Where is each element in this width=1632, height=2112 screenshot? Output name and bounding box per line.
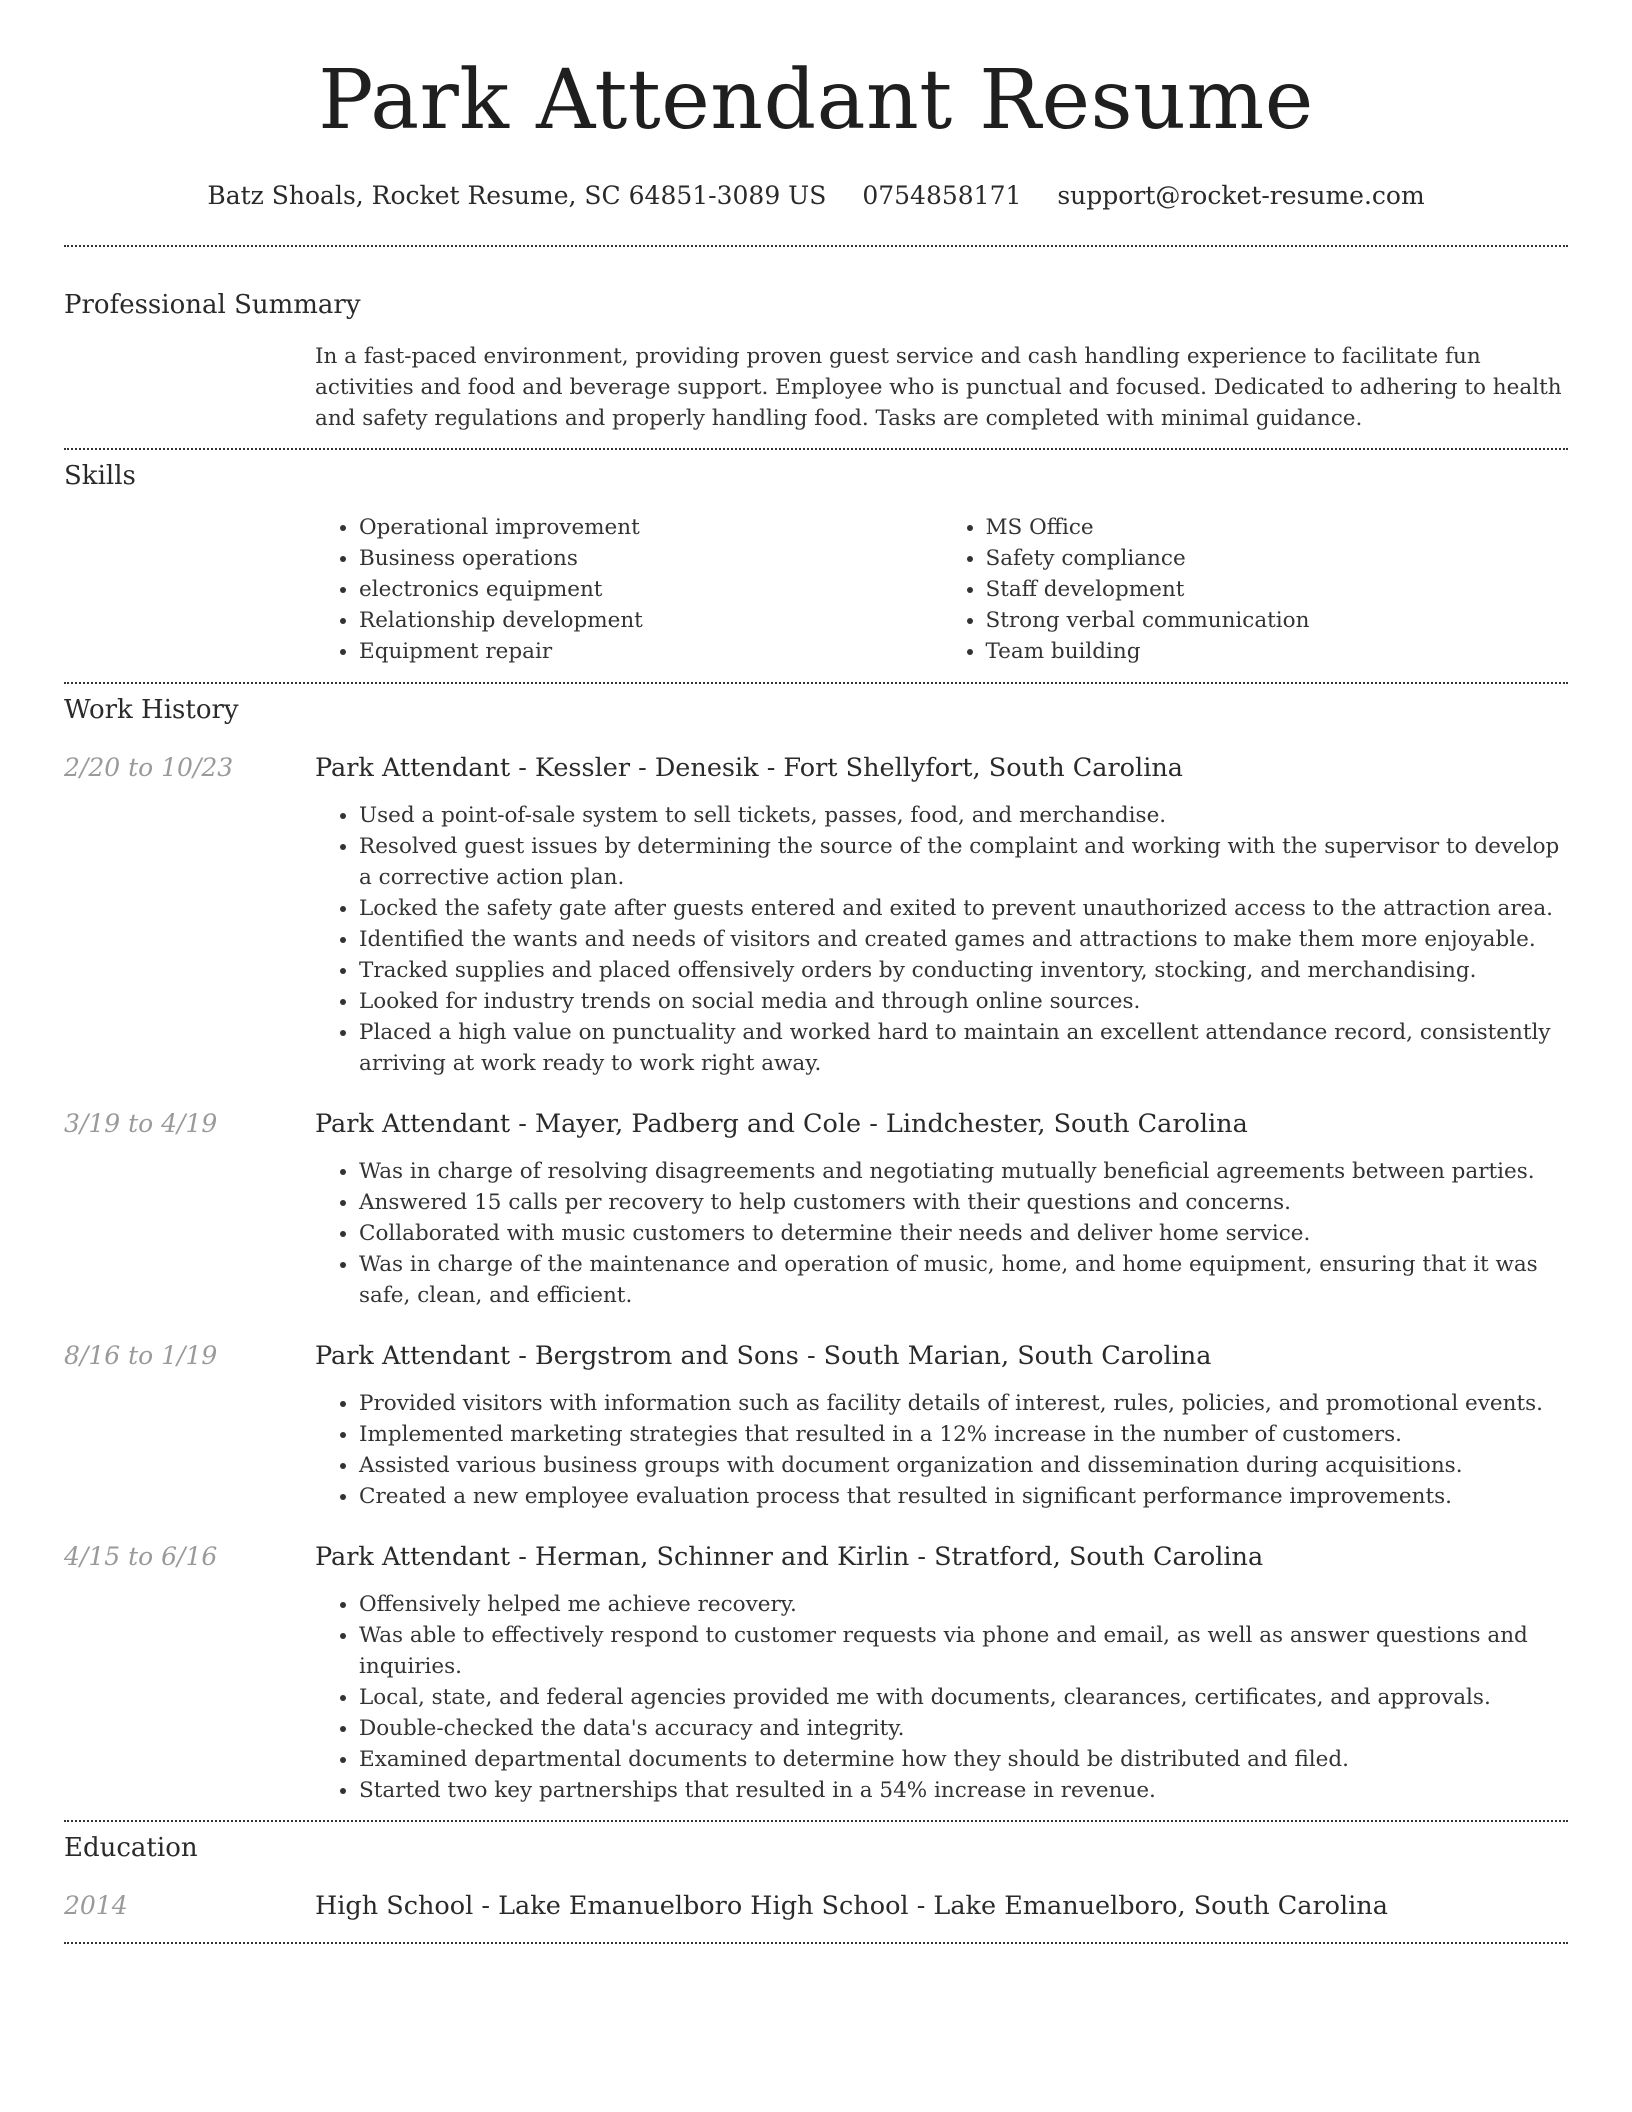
divider [64,1820,1568,1822]
job-bullets [315,1156,1568,1311]
list-item: • Provided visitors with information such as facility details of interest, rules, policies, and promotional events. [359,1388,1568,1419]
list-item: • electronics equipment [359,574,942,605]
list-item: • Started two key partnerships that resulted in a 54% increase in revenue. [359,1775,1568,1806]
contact-email[interactable]: support@rocket-resume.com [1057,181,1425,210]
job-dates: 3/19 to 4/19 [64,1109,218,1138]
education-year: 2014 [64,1891,128,1920]
job-details [315,1340,1568,1512]
job-dates: 2/20 to 10/23 [64,753,234,782]
list-item: • MS Office [986,512,1569,543]
job-details [315,1541,1568,1806]
divider [64,245,1568,247]
list-item: • Offensively helped me achieve recovery. [359,1589,1568,1620]
job-title: Park Attendant - Herman, Schinner and Kirlin - Stratford, South Carolina [315,1542,1264,1572]
contact-phone: 0754858171 [862,181,1022,210]
list-item: • Identified the wants and needs of visitors and created games and attractions to make them more enjoyable. [359,924,1568,955]
divider [64,682,1568,684]
list-item: • Staff development [986,574,1569,605]
job-bullets [315,1388,1568,1512]
section-work-history [64,694,1568,1806]
job-bullets [315,1589,1568,1806]
education-title: High School - Lake Emanuelboro High School - Lake Emanuelboro, South Carolina [315,1891,1388,1921]
list-item: • Local, state, and federal agencies provided me with documents, clearances, certificates, and approvals. [359,1682,1568,1713]
education-entry [64,1890,1568,1922]
job-entry [64,1541,1568,1806]
job-bullets [315,800,1568,1079]
list-item: • Relationship development [359,605,942,636]
list-item: • Collaborated with music customers to determine their needs and deliver home service. [359,1218,1568,1249]
list-item: • Examined departmental documents to determine how they should be distributed and filed. [359,1744,1568,1775]
resume-page [64,0,1568,1944]
job-dates: 4/15 to 6/16 [64,1542,218,1571]
skills-list [315,512,1568,667]
list-item: • Operational improvement [359,512,942,543]
job-dates: 8/16 to 1/19 [64,1341,218,1370]
job-entry [64,752,1568,1079]
job-title: Park Attendant - Bergstrom and Sons - South Marian, South Carolina [315,1341,1212,1371]
list-item: • Implemented marketing strategies that resulted in a 12% increase in the number of customers. [359,1419,1568,1450]
skills-column-left [315,512,942,667]
list-item: • Answered 15 calls per recovery to help customers with their questions and concerns. [359,1187,1568,1218]
list-item: • Used a point-of-sale system to sell tickets, passes, food, and merchandise. [359,800,1568,831]
list-item: • Looked for industry trends on social media and through online sources. [359,986,1568,1017]
section-skills [64,460,1568,667]
section-heading-education: Education [64,1833,198,1863]
list-item: • Safety compliance [986,543,1569,574]
list-item: • Assisted various business groups with document organization and dissemination during acquisitions. [359,1450,1568,1481]
list-item: • Tracked supplies and placed offensively orders by conducting inventory, stocking, and merchandising. [359,955,1568,986]
list-item: • Business operations [359,543,942,574]
page-title: Park Attendant Resume [318,53,1314,148]
contact-address: Batz Shoals, Rocket Resume, SC 64851-3089 US [207,181,827,210]
summary-text: In a fast-paced environment, providing proven guest service and cash handling experience to facilitate fun activities and food and beverage support. Employee who is punctual and focused. Dedicated to adhering to health and safety regulations and properly handling food. Tasks are completed with minimal guidance. [315,344,1562,431]
list-item: • Equipment repair [359,636,942,667]
job-entry [64,1108,1568,1311]
section-heading-summary: Professional Summary [64,290,361,320]
divider [64,1942,1568,1944]
divider [64,448,1568,450]
list-item: • Created a new employee evaluation process that resulted in significant performance improvements. [359,1481,1568,1512]
job-details [315,752,1568,1079]
contact-line [64,181,1568,211]
list-item: • Team building [986,636,1569,667]
list-item: • Locked the safety gate after guests entered and exited to prevent unauthorized access to the attraction area. [359,893,1568,924]
section-education [64,1832,1568,1922]
section-heading-work: Work History [64,695,239,725]
job-details [315,1108,1568,1311]
list-item: • Double-checked the data's accuracy and integrity. [359,1713,1568,1744]
job-title: Park Attendant - Mayer, Padberg and Cole - Lindchester, South Carolina [315,1109,1248,1139]
job-entry [64,1340,1568,1512]
list-item: • Was able to effectively respond to customer requests via phone and email, as well as answer questions and inquiries. [359,1620,1568,1682]
list-item: • Resolved guest issues by determining the source of the complaint and working with the supervisor to develop a corrective action plan. [359,831,1568,893]
list-item: • Placed a high value on punctuality and worked hard to maintain an excellent attendance record, consistently arriving at work ready to work right away. [359,1017,1568,1079]
job-title: Park Attendant - Kessler - Denesik - Fort Shellyfort, South Carolina [315,753,1183,783]
list-item: • Was in charge of the maintenance and operation of music, home, and home equipment, ensuring that it was safe, clean, and efficient. [359,1249,1568,1311]
section-summary [64,289,1568,434]
section-heading-skills: Skills [64,461,136,491]
list-item: • Was in charge of resolving disagreements and negotiating mutually beneficial agreements between parties. [359,1156,1568,1187]
skills-column-right [942,512,1569,667]
list-item: • Strong verbal communication [986,605,1569,636]
